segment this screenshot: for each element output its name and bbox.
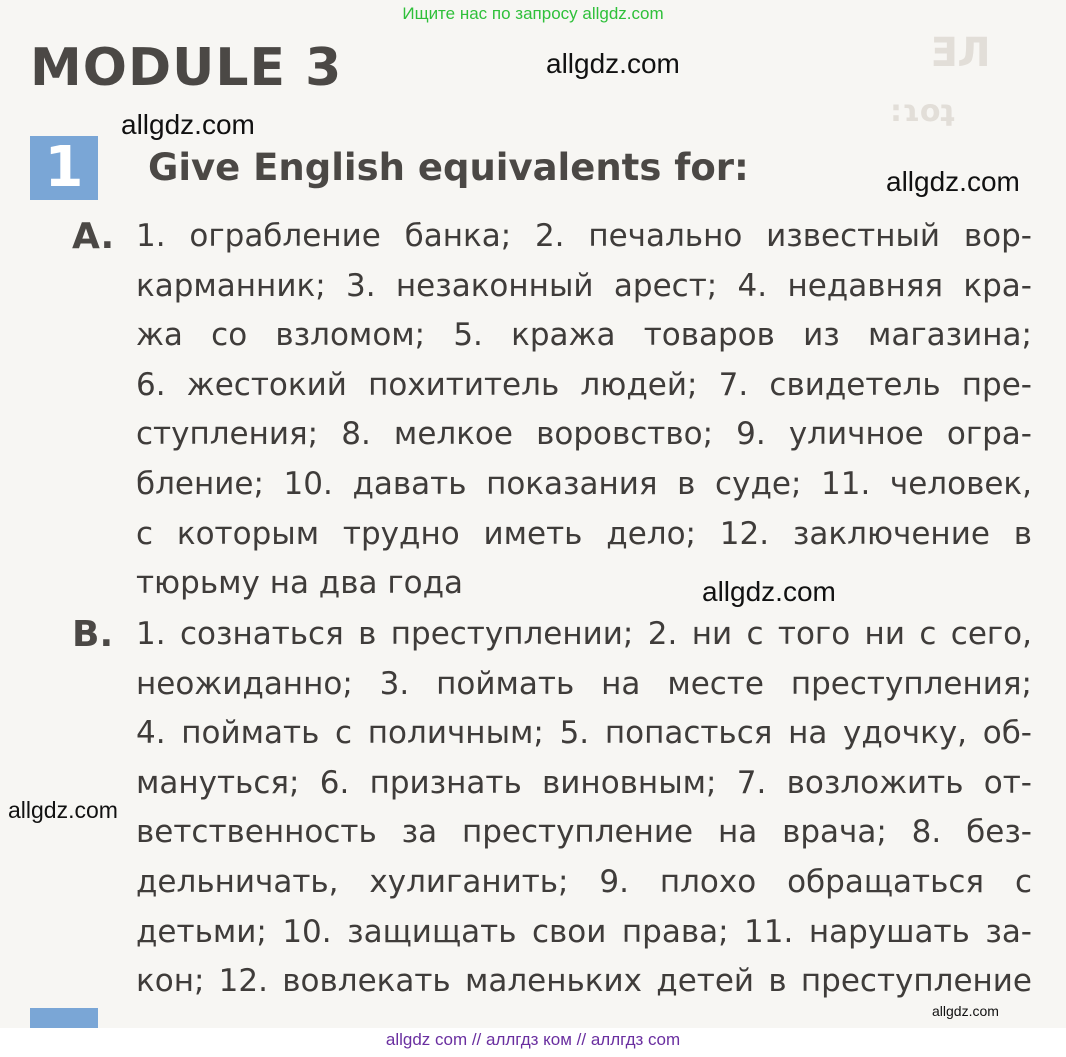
section-b-line: детьми; 10. защищать свои права; 11. нарушать за- [136,913,1032,950]
section-b-line: 1. сознаться в преступлении; 2. ни с того ни с сего, [136,616,1032,652]
section-b-line: 4. поймать с поличным; 5. попасться на удочку, об- [136,715,1032,752]
section-b-line: неожиданно; 3. поймать на месте преступления; [136,665,1032,702]
section-a-line: бление; 10. давать показания в суде; 11. человек, [136,465,1032,502]
watermark: allgdz.com [121,109,255,140]
section-a-line: 6. жестокий похититель людей; 7. свидетель пре- [136,366,1032,403]
section-a-text [136,212,1032,609]
exercise-number-badge: 1 [30,136,98,200]
section-b-line: мануться; 6. признать виновным; 7. возложить от- [136,764,1032,801]
section-b-line: ветственность за преступление на врача; 8. без- [136,814,1032,851]
section-a-line: жа со взломом; 5. кража товаров из магазина; [136,317,1032,354]
section-a-letter: A. [72,216,115,257]
top-banner[interactable]: Ищите нас по запросу allgdz.com [402,4,664,23]
section-b-line: дельничать, хулиганить; 9. плохо обращаться с [136,863,1032,900]
module-title: MODULE 3 [30,38,343,98]
exercise-title: Give English equivalents for: [148,146,749,189]
section-a-line: тюрьму на два года [136,565,464,602]
section-b-text [136,610,1032,1007]
section-a-line: ступления; 8. мелкое воровство; 9. уличное огра- [136,416,1032,453]
next-exercise-badge [30,1008,98,1028]
bleed-through-text: :ɿoʇ [890,94,955,129]
section-b-letter: B. [72,614,114,655]
section-b-line: кон; 12. вовлекать маленьких детей в преступление [136,963,1032,1000]
bleed-through-heading: ƎЛ [930,30,991,76]
watermark: allgdz.com [8,797,118,823]
footer-links[interactable]: allgdz com // аллгдз ком // аллгдз com [385,1030,681,1049]
section-a-line: с которым трудно иметь дело; 12. заключение в [136,515,1032,552]
section-a-line: 1. ограбление банка; 2. печально известный вор- [136,218,1032,254]
watermark: allgdz.com [932,1003,999,1019]
section-a-line: карманник; 3. незаконный арест; 4. недавняя кра- [136,267,1032,304]
watermark: allgdz.com [546,48,680,79]
watermark: allgdz.com [886,166,1020,197]
watermark: allgdz.com [702,576,836,607]
